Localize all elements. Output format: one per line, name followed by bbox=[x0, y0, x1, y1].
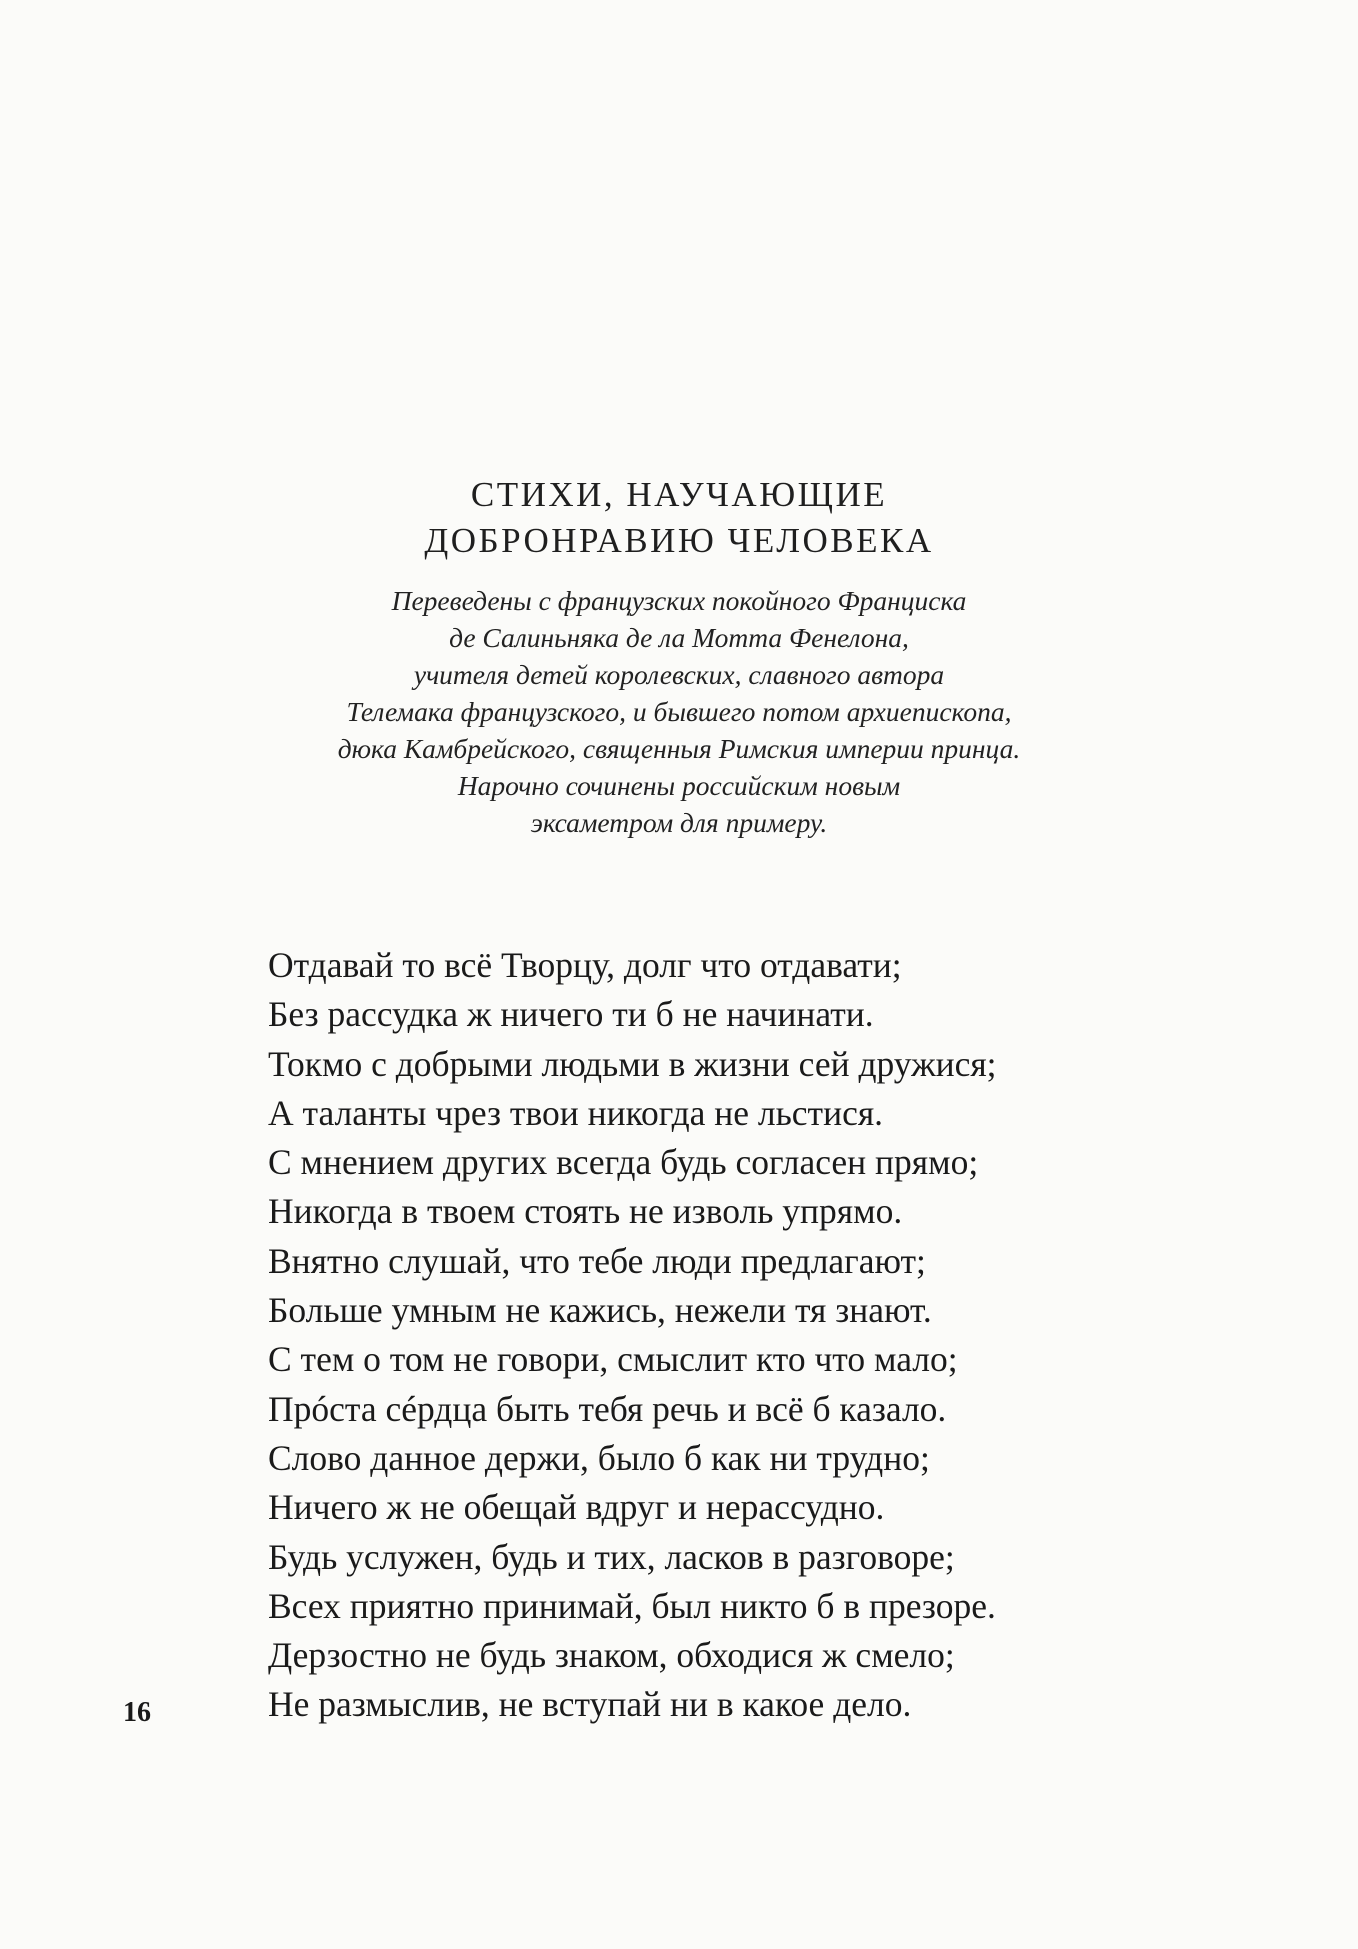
poem-line: Без рассудка ж ничего ти б не начинати. bbox=[268, 994, 874, 1035]
poem-title bbox=[0, 472, 1358, 564]
subtitle-line: Телемака французского, и бывшего потом архиепископа, bbox=[346, 696, 1012, 727]
poem-line: Слово данное держи, было б как ни трудно; bbox=[268, 1437, 930, 1478]
subtitle-line: учителя детей королевских, славного автора bbox=[413, 659, 945, 690]
poem-line: Больше умным не кажись, нежели тя знают. bbox=[268, 1290, 932, 1331]
subtitle-line: де Салиньняка де ла Мотта Фенелона, bbox=[449, 622, 909, 653]
poem-line: А таланты чрез твои никогда не льстися. bbox=[268, 1092, 884, 1133]
poem-line: Прóста сéрдца быть тебя речь и всё б казало. bbox=[268, 1388, 947, 1429]
poem-line: С тем о том не говори, смыслит кто что мало; bbox=[268, 1339, 958, 1380]
poem-line: Всех приятно принимай, был никто б в презоре. bbox=[268, 1585, 996, 1626]
poem-line: С мнением других всегда будь согласен прямо; bbox=[268, 1142, 979, 1183]
poem-line: Ничего ж не обещай вдруг и нерассудно. bbox=[268, 1487, 885, 1528]
title-line: СТИХИ, НАУЧАЮЩИЕ bbox=[470, 475, 888, 514]
poem-line: Токмо с добрыми людьми в жизни сей дружися; bbox=[268, 1043, 997, 1084]
poem-line: Отдавай то всё Творцу, долг что отдавати; bbox=[268, 945, 902, 985]
poem-body bbox=[268, 941, 1268, 1730]
subtitle-line: эксаметром для примеру. bbox=[530, 807, 828, 838]
poem-subtitle bbox=[0, 582, 1358, 841]
poem-line: Внятно слушай, что тебе люди предлагают; bbox=[268, 1240, 926, 1281]
subtitle-line: дюка Камбрейского, священныя Римския империи принца. bbox=[337, 733, 1021, 764]
subtitle-line: Переведены с французских покойного Франциска bbox=[391, 585, 967, 616]
poem-line: Дерзостно не будь знаком, обходися ж смело; bbox=[268, 1635, 955, 1676]
poem-line: Будь услужен, будь и тих, ласков в разговоре; bbox=[268, 1536, 955, 1577]
subtitle-line: Нарочно сочинены российским новым bbox=[457, 770, 901, 801]
title-line: ДОБРОНРАВИЮ ЧЕЛОВЕКА bbox=[424, 521, 934, 560]
page-number: 16 bbox=[123, 1697, 151, 1728]
poem-line: Никогда в твоем стоять не изволь упрямо. bbox=[268, 1191, 903, 1232]
poem-line: Не размыслив, не вступай ни в какое дело. bbox=[268, 1684, 912, 1725]
